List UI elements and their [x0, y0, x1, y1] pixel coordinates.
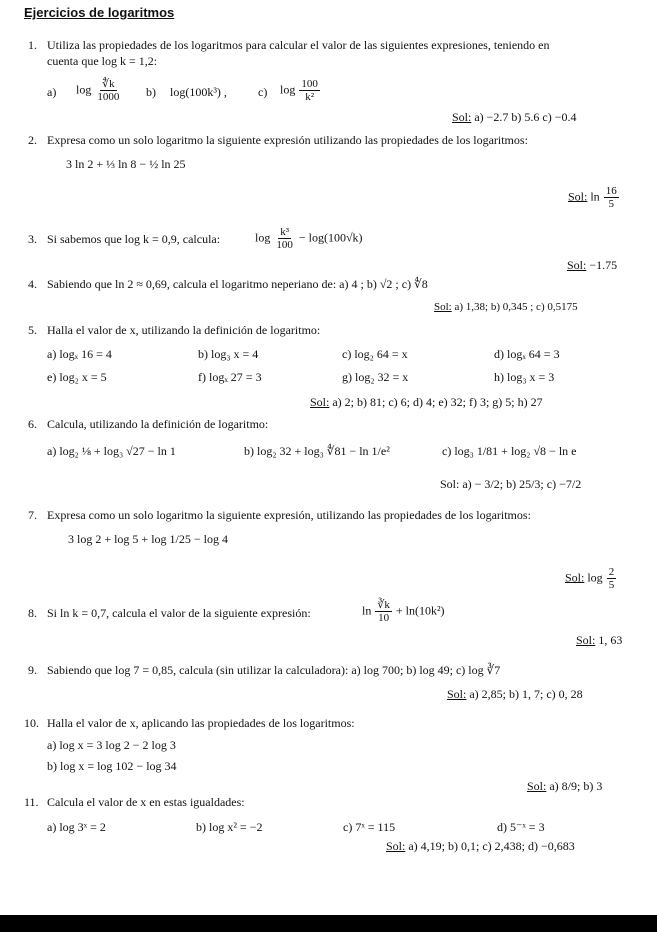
exercise-9-text: Sabiendo que log 7 = 0,85, calcula (sin utilizar la calculadora): a) log 700; b) log 49; c) log ∛7	[47, 663, 501, 677]
exercise-11b: b) log x² = −2	[196, 820, 263, 834]
exercise-1a-expression: log $\frac{∜k}{1000}$	[76, 78, 120, 103]
exercise-1-number: 1.	[28, 38, 37, 52]
exercise-11d: d) 5⁻ˣ = 3	[497, 820, 545, 834]
exercise-7-solution: Sol: log $\frac{2}{5}$	[565, 566, 615, 591]
exercise-5a: a) logₓ 16 = 4	[47, 347, 112, 361]
exercise-1c-expression: log $\frac{100}{\text{k²}}$	[280, 78, 318, 103]
footer-bar	[0, 915, 657, 932]
exercise-10-solution: Sol: a) 8/9; b) 3	[527, 779, 603, 793]
exercise-5-number: 5.	[28, 323, 37, 337]
exercise-10b: b) log x = log 102 − log 34	[47, 759, 177, 773]
exercise-7-text: Expresa como un solo logaritmo la siguiente expresión, utilizando las propiedades de los logaritmos:	[47, 508, 531, 522]
exercise-6-solution: Sol: a) − 3/2; b) 25/3; c) −7/2	[440, 477, 582, 491]
exercise-4-number: 4.	[28, 277, 37, 291]
exercise-5h: h) log₃ x = 3	[494, 370, 555, 384]
exercise-2-text: Expresa como un solo logaritmo la siguiente expresión utilizando las propiedades de los logaritmos:	[47, 133, 528, 147]
exercise-1c-label: c)	[258, 85, 268, 99]
exercise-11-number: 11.	[24, 795, 39, 809]
exercise-6b: b) log₂ 32 + log₃ ∜81 − ln 1/e²	[244, 444, 390, 458]
exercise-5b: b) log₃ x = 4	[198, 347, 259, 361]
exercise-1a-label: a)	[47, 85, 57, 99]
exercise-6c: c) log₃ 1/81 + log₂ √8 − ln e	[442, 444, 577, 458]
exercise-6-number: 6.	[28, 417, 37, 431]
exercise-2-expression: 3 ln 2 + ⅓ ln 8 − ½ ln 25	[66, 157, 186, 171]
exercise-9-solution: Sol: a) 2,85; b) 1, 7; c) 0, 28	[447, 687, 583, 701]
exercise-5f: f) logₓ 27 = 3	[198, 370, 262, 384]
exercise-2-solution: Sol: ln $\frac{16}{5}$	[568, 185, 617, 210]
exercise-11-text: Calcula el valor de x en estas igualdades:	[47, 795, 245, 809]
exercise-3-solution: Sol: −1.75	[567, 258, 618, 272]
exercise-5g: g) log₂ 32 = x	[342, 370, 409, 384]
exercise-11-solution: Sol: a) 4,19; b) 0,1; c) 2,438; d) −0,683	[386, 839, 575, 853]
exercise-10a: a) log x = 3 log 2 − 2 log 3	[47, 738, 176, 752]
exercise-8-expression: ln $\frac{∛k}{10}$ + ln(10k²)	[362, 599, 445, 624]
exercise-10-text: Halla el valor de x, aplicando las propiedades de los logaritmos:	[47, 716, 355, 730]
exercise-2-number: 2.	[28, 133, 37, 147]
exercise-8-solution: Sol: 1, 63	[576, 633, 623, 647]
exercise-4-text: Sabiendo que ln 2 ≈ 0,69, calcula el logaritmo neperiano de: a) 4 ; b) √2 ; c) ∜8	[47, 277, 428, 291]
exercise-1b-label: b)	[146, 85, 156, 99]
exercise-8-number: 8.	[28, 606, 37, 620]
exercise-1-solution: Sol: a) −2.7 b) 5.6 c) −0.4	[452, 110, 577, 124]
exercise-11a: a) log 3ˣ = 2	[47, 820, 106, 834]
exercise-5-solution: Sol: a) 2; b) 81; c) 6; d) 4; e) 32; f) 3; g) 5; h) 27	[310, 395, 543, 409]
exercise-9-number: 9.	[28, 663, 37, 677]
exercise-3-expression: log $\frac{\text{k³}}{100}$ − log(100√k)	[255, 226, 363, 251]
exercise-5d: d) logₓ 64 = 3	[494, 347, 560, 361]
exercise-8-text: Si ln k = 0,7, calcula el valor de la siguiente expresión:	[47, 606, 311, 620]
exercise-7-number: 7.	[28, 508, 37, 522]
exercise-11c: c) 7ˣ = 115	[343, 820, 396, 834]
page-title: Ejercicios de logaritmos	[24, 5, 175, 20]
exercise-7-expression: 3 log 2 + log 5 + log 1/25 − log 4	[68, 532, 228, 546]
exercise-6-text: Calcula, utilizando la definición de logaritmo:	[47, 417, 269, 431]
exercise-4-solution: Sol: a) 1,38; b) 0,345 ; c) 0,5175	[434, 301, 578, 313]
exercise-1b-expression: log(100k³) ,	[170, 85, 227, 99]
exercise-6a: a) log₂ ⅛ + log₃ √27 − ln 1	[47, 444, 176, 458]
exercise-5e: e) log₂ x = 5	[47, 370, 107, 384]
exercise-3-text: Si sabemos que log k = 0,9, calcula:	[47, 232, 221, 246]
exercise-5c: c) log₂ 64 = x	[342, 347, 408, 361]
exercise-3-number: 3.	[28, 232, 37, 246]
exercise-5-text: Halla el valor de x, utilizando la definición de logaritmo:	[47, 323, 321, 337]
exercise-1-text-cont: cuenta que log k = 1,2:	[47, 54, 158, 68]
exercise-1-text: Utiliza las propiedades de los logaritmos para calcular el valor de las siguientes expresiones, teniendo en	[47, 38, 550, 52]
exercise-10-number: 10.	[24, 716, 39, 730]
